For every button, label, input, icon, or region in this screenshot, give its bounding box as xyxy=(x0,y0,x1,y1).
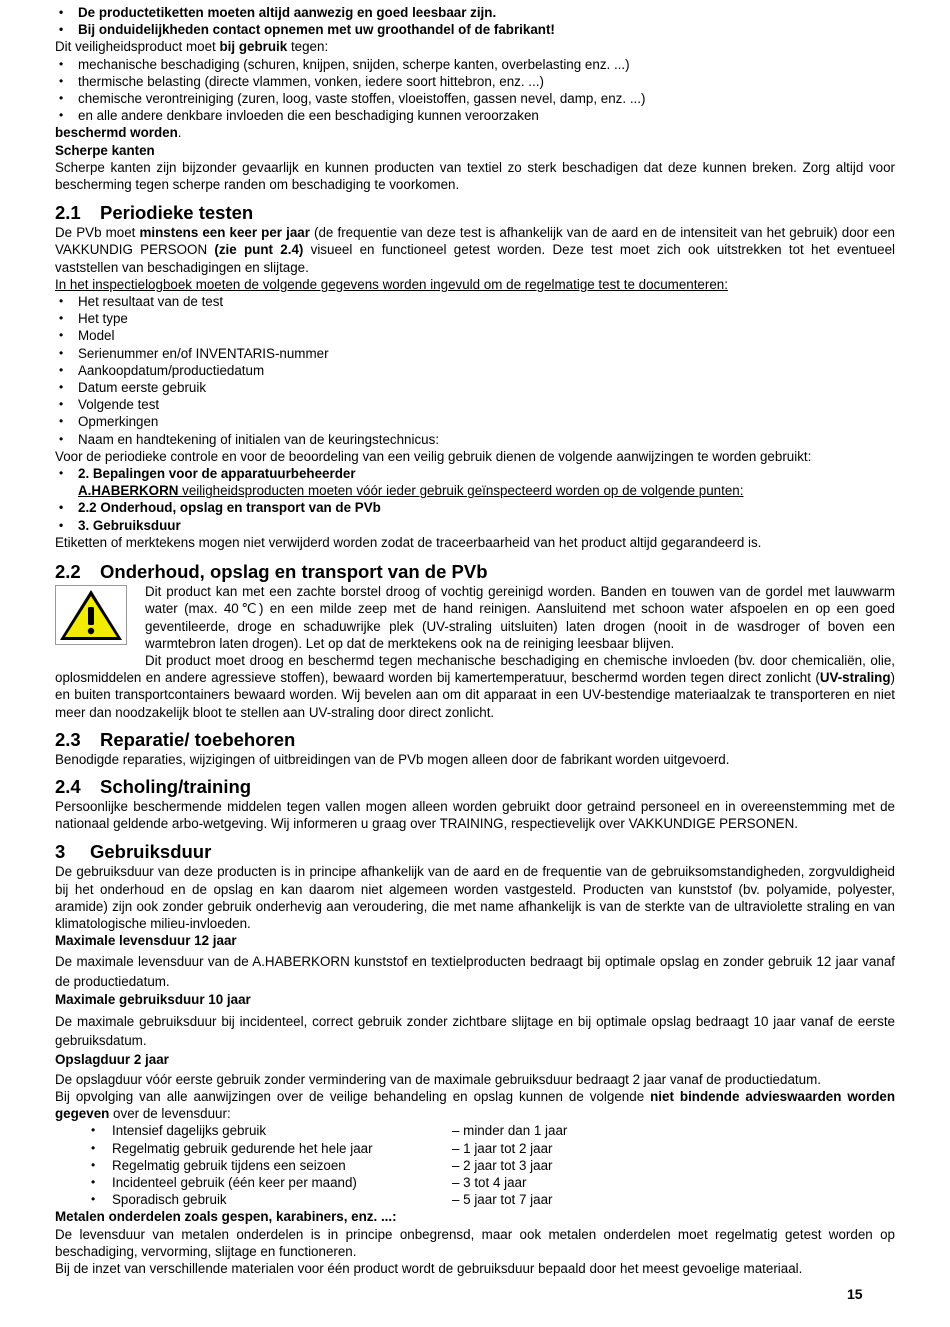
section-heading-2-2: 2.2 Onderhoud, opslag en transport van de PVb xyxy=(55,561,488,583)
list-item: • Serienummer en/of INVENTARIS-nummer xyxy=(55,345,895,362)
list-item: • Bij onduidelijkheden contact opnemen met uw groothandel of de fabrikant! xyxy=(55,21,895,38)
list-item: • Regelmatig gebruik tijdens een seizoen – 2 jaar tot 3 jaar xyxy=(55,1157,895,1174)
intro-bold-list xyxy=(55,4,895,38)
materials-text: Bij de inzet van verschillende materialen voor één product wordt de gebruiksduur bepaald door het meest gevoelige materiaal. xyxy=(55,1260,803,1276)
storage-text: Dit product moet droog en beschermd tegen mechanische beschadiging en chemische invloeden (bv. door chemicaliën, olie, oplosmiddelen en andere agressieve stoffen), bewaard worden bij kamertemperatuur, beschermd worden tegen direct zonlicht (UV-straling) en buiten transportcontainers bewaard worden. Wij bevelen aan om dit apparaat in een UV-bestendige materiaalzak te transporteren en niet meer dan noodzakelijk bloot te stellen aan UV-straling door direct zonlicht. xyxy=(55,652,895,720)
list-item: • Opmerkingen xyxy=(55,413,895,430)
max-lifetime-heading: Maximale levensduur 12 jaar xyxy=(55,933,237,949)
inspection-note: A.HABERKORN veiligheidsproducten moeten vóór ieder gebruik geïnspecteerd worden op de volgende punten: xyxy=(78,483,744,499)
warning-triangle-icon xyxy=(55,585,127,645)
list-item: • thermische belasting (directe vlammen, vonken, iedere soort hittebron, enz. ...) xyxy=(55,73,895,90)
max-use-text: De maximale gebruiksduur bij incidenteel, correct gebruik zonder zichtbare slijtage en bij optimale opslag bedraagt 10 jaar vanaf de eerste gebruiksdatum. xyxy=(55,1013,895,1049)
list-item: • Het resultaat van de test xyxy=(55,293,895,310)
control-text: Voor de periodieke controle en voor de beoordeling van een veilig gebruik dienen de volgende aanwijzingen te worden gebruikt: xyxy=(55,448,812,464)
list-item: • Aankoopdatum/productiedatum xyxy=(55,362,895,379)
list-item: • chemische verontreiniging (zuren, loog, vaste stoffen, vloeistoffen, gassen nevel, damp, enz. ...) xyxy=(55,90,895,107)
section-heading-2-4: 2.4 Scholing/training xyxy=(55,775,252,797)
periodic-test-text: De PVb moet minstens een keer per jaar (de frequentie van deze test is afhankelijk van de aard en de intensiteit van het gebruik) door een VAKKUNDIG PERSOON (zie punt 2.4) visueel en functioneel getest worden. Deze test moet zich ook uitstrekken tot het eventueel vaststellen van beschadigingen en slijtage. xyxy=(55,225,896,275)
list-item: • Incidenteel gebruik (één keer per maand) – 3 tot 4 jaar xyxy=(55,1174,895,1191)
list-item: • Sporadisch gebruik – 5 jaar tot 7 jaar xyxy=(55,1191,895,1208)
list-item: • Regelmatig gebruik gedurende het hele jaar – 1 jaar tot 2 jaar xyxy=(55,1140,895,1157)
sharp-edges-heading: Scherpe kanten xyxy=(55,142,155,158)
storage-duration-heading: Opslagduur 2 jaar xyxy=(55,1051,169,1067)
list-item: • Volgende test xyxy=(55,396,895,413)
logbook-intro: In het inspectielogboek moeten de volgende gegevens worden ingevuld om de regelmatige test te documenteren: xyxy=(55,276,728,292)
document-page xyxy=(55,4,895,1277)
list-item: • en alle andere denkbare invloeden die een beschadiging kunnen veroorzaken xyxy=(55,107,895,124)
usage-duration-text: De gebruiksduur van deze producten is in principe afhankelijk van de aard en de frequentie van de gebruiksomstandigheden, zorgvuldigheid bij het onderhoud en de opslag en kan daarom niet algemeen worden vastgesteld. Producten van kunststof (bv. polyamide, polyester, aramide) zijn ook zonder gebruik onderhevig aan veroudering, die met name afhankelijk is van de sterkte van de ultraviolette straling en van klimatologische milieu-invloeden. xyxy=(55,864,895,931)
protect-intro: Dit veiligheidsproduct moet bij gebruik tegen: xyxy=(55,39,329,55)
protect-list xyxy=(55,56,895,125)
repair-text: Benodigde reparaties, wijzigingen of uitbreidingen van de PVb mogen alleen door de fabrikant worden uitgevoerd. xyxy=(55,751,730,767)
list-item: • 2. Bepalingen voor de apparatuurbeheerder A.HABERKORN veiligheidsproducten moeten vóór ieder gebruik geïnspecteerd worden op de volgende punten: xyxy=(55,465,895,499)
list-item: • 2.2 Onderhoud, opslag en transport van de PVb xyxy=(55,499,895,516)
storage-duration-text: De opslagduur vóór eerste gebruik zonder vermindering van de maximale gebruiksduur bedraagt 2 jaar vanaf de productiedatum. xyxy=(55,1071,821,1087)
list-item: • Model xyxy=(55,327,895,344)
metal-parts-heading: Metalen onderdelen zoals gespen, karabiners, enz. ...: xyxy=(55,1209,397,1225)
advisory-intro: Bij opvolging van alle aanwijzingen over de veilige behandeling en opslag kunnen de volgende niet bindende advieswaarden worden gegeven over de levensduur: xyxy=(55,1088,895,1122)
list-item: • Het type xyxy=(55,310,895,327)
list-item: • 3. Gebruiksduur xyxy=(55,517,895,534)
max-lifetime-text: De maximale levensduur van de A.HABERKORN kunststof en textielproducten bedraagt bij optimale opslag en zonder gebruik 12 jaar vanaf de productiedatum. xyxy=(55,954,895,989)
metal-parts-text: De levensduur van metalen onderdelen is in principe onbegrensd, maar ook metalen onderdelen moet regelmatig getest worden op beschadiging, vervorming, slijtage en functioneren. xyxy=(55,1226,895,1259)
sharp-edges-text: Scherpe kanten zijn bijzonder gevaarlijk en kunnen producten van textiel zo sterk beschadigen dat deze kunnen breken. Zorg altijd voor bescherming tegen scherpe randen om beschadiging te voorkomen. xyxy=(55,159,895,193)
labels-text: Etiketten of merktekens mogen niet verwijderd worden zodat de traceerbaarheid van het product altijd gegarandeerd is. xyxy=(55,534,762,550)
max-use-heading: Maximale gebruiksduur 10 jaar xyxy=(55,992,251,1008)
training-text: Persoonlijke beschermende middelen tegen vallen mogen alleen worden gebruikt door getraind personeel en in overeenstemming met de nationaal geldende arbo-wetgeving. Wij informeren u graag over TRAINING, respectievelijk over VAKKUNDIGE PERSONEN. xyxy=(55,798,895,832)
section-heading-2-1: 2.1 Periodieke testen xyxy=(55,202,254,224)
section-heading-2-3: 2.3 Reparatie/ toebehoren xyxy=(55,728,296,750)
usage-values-list xyxy=(55,1122,895,1208)
list-item: • mechanische beschadiging (schuren, knijpen, snijden, scherpe kanten, overbelasting enz. ...) xyxy=(55,56,895,73)
list-item: • Intensief dagelijks gebruik – minder dan 1 jaar xyxy=(55,1122,895,1139)
list-item: • Naam en handtekening of initialen van de keuringstechnicus: xyxy=(55,431,895,448)
list-item: • De productetiketten moeten altijd aanwezig en goed leesbaar zijn. xyxy=(55,4,895,21)
reference-list xyxy=(55,465,895,534)
page-number: 15 xyxy=(847,1286,863,1302)
section-heading-3: 3 Gebruiksduur xyxy=(55,841,212,863)
cleaning-text: Dit product kan met een zachte borstel droog of vochtig gereinigd worden. Banden en touwen van de gordel met lauwwarm water (max. 40℃) en een milde zeep met de hand reinigen. Aansluitend met schoon water afspoelen en op een goed geventileerde, droge en schaduwrijke plek (UV-straling uitsluiten) laten drogen (nooit in de wasdroger of boven een warmtebron laten drogen). Let op dat de merktekens ook na de reiniging leesbaar blijven. xyxy=(145,584,895,651)
logbook-list xyxy=(55,293,895,448)
list-item: • Datum eerste gebruik xyxy=(55,379,895,396)
protected-line: beschermd worden. xyxy=(55,125,182,141)
warning-block xyxy=(55,583,895,721)
